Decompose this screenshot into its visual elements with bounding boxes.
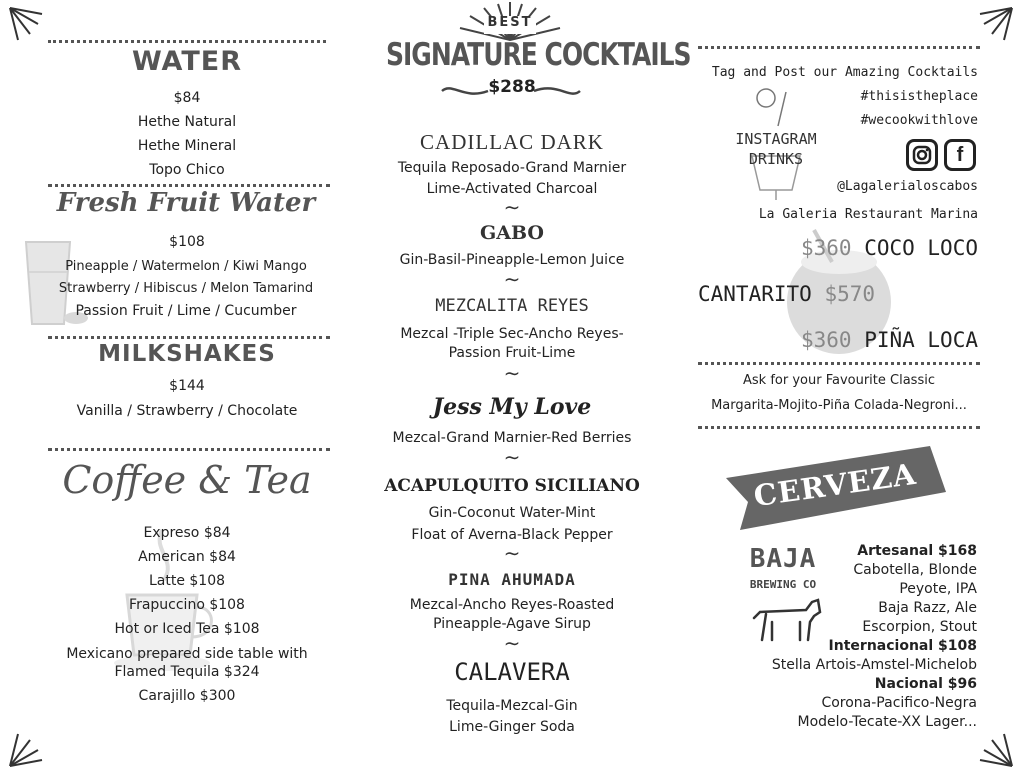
- pina-loca-name: PIÑA LOCA: [864, 328, 978, 352]
- brewery-logo-name: BAJA: [749, 544, 817, 574]
- cocktail-name: PINA AHUMADA: [448, 570, 576, 589]
- menu-item: Carajillo $300: [138, 688, 236, 704]
- coco-loco-line: [700, 236, 978, 260]
- cocktail-ingredients: Lime-Ginger Soda: [449, 719, 575, 735]
- cerveza-banner-title: CERVEZA: [751, 456, 919, 514]
- divider: [48, 184, 330, 187]
- instagram-handle[interactable]: @Lagalerialoscabos: [837, 179, 978, 194]
- cocktail-name: CALAVERA: [454, 658, 570, 686]
- best-label: BEST: [487, 15, 533, 30]
- milkshakes-price: $144: [169, 378, 205, 394]
- menu-item: Vanilla / Strawberry / Chocolate: [76, 403, 298, 419]
- hashtag: #thisistheplace: [860, 89, 978, 104]
- menu-item: Hot or Iced Tea $108: [114, 621, 260, 637]
- water-title: WATER: [131, 46, 243, 77]
- cocktail-ingredients: Mezcal-Grand Marnier-Red Berries: [392, 430, 632, 446]
- facebook-icon[interactable]: f: [944, 139, 976, 171]
- cocktail-ingredients: Mezcal -Triple Sec-Ancho Reyes-: [400, 326, 624, 342]
- menu-item: Flamed Tequila $324: [114, 664, 260, 680]
- beer-item: Baja Razz, Ale: [878, 600, 977, 616]
- pina-loca-line: [700, 328, 978, 352]
- beer-category: Internacional $108: [828, 638, 977, 654]
- squiggle-divider-icon: ∼: [503, 361, 521, 385]
- cocktail-ingredients: Gin-Basil-Pineapple-Lemon Juice: [399, 252, 625, 268]
- divider: [48, 336, 330, 339]
- divider: [48, 448, 330, 451]
- fresh-water-title: Fresh Fruit Water: [56, 188, 316, 218]
- beer-item: Modelo-Tecate-XX Lager...: [797, 714, 977, 730]
- cocktail-ingredients: Tequila Reposado-Grand Marnier: [397, 160, 627, 176]
- menu-item: Strawberry / Hibiscus / Melon Tamarind: [58, 281, 314, 296]
- cocktail-ingredients: Pineapple-Agave Sirup: [433, 616, 591, 632]
- cocktail-ingredients: Gin-Coconut Water-Mint: [428, 505, 596, 521]
- menu-item: Hethe Mineral: [137, 138, 237, 154]
- signature-price: $288: [488, 77, 536, 97]
- cantarito-line: [698, 282, 976, 306]
- menu-item: American $84: [138, 549, 236, 565]
- divider: [698, 426, 980, 429]
- signature-cocktails-title: SIGNATURE COCKTAILS: [386, 36, 691, 73]
- cocktail-name: ACAPULQUITO SICILIANO: [384, 476, 640, 496]
- cocktail-name: CADILLAC DARK: [420, 130, 604, 154]
- cocktail-name: Jess My Love: [432, 394, 592, 420]
- social-tagline: Tag and Post our Amazing Cocktails: [711, 65, 978, 80]
- beer-category: Artesanal $168: [857, 543, 977, 559]
- menu-item: Pineapple / Watermelon / Kiwi Mango: [65, 259, 307, 274]
- pina-loca-price: $360: [800, 328, 852, 352]
- classic-list: Margarita-Mojito-Piña Colada-Negroni...: [711, 398, 967, 413]
- water-price: $84: [173, 90, 201, 106]
- beer-item: Stella Artois-Amstel-Michelob: [771, 657, 977, 673]
- menu-item: Mexicano prepared side table with: [66, 646, 308, 662]
- instagram-logo-line: INSTAGRAM: [735, 130, 817, 148]
- classic-title: Ask for your Favourite Classic: [743, 373, 935, 388]
- beer-item: Escorpion, Stout: [862, 619, 977, 635]
- squiggle-divider-icon: ∼: [503, 267, 521, 291]
- cocktail-ingredients: Passion Fruit-Lime: [448, 345, 576, 361]
- cocktail-ingredients: Lime-Activated Charcoal: [426, 181, 598, 197]
- cocktail-ingredients: Mezcal-Ancho Reyes-Roasted: [409, 597, 615, 613]
- corner-ornament-bottom-left: [8, 732, 44, 768]
- beer-item: Cabotella, Blonde: [853, 562, 977, 578]
- beer-item: Peyote, IPA: [899, 581, 977, 597]
- menu-item: Passion Fruit / Lime / Cucumber: [75, 303, 297, 319]
- cantarito-price: $570: [824, 282, 876, 306]
- brewery-logo-subtitle: BREWING CO: [749, 578, 817, 591]
- hashtag: #wecookwithlove: [860, 113, 978, 128]
- squiggle-divider-icon: ∼: [503, 195, 521, 219]
- cocktail-ingredients: Float of Averna-Black Pepper: [411, 527, 613, 543]
- coffee-tea-title: Coffee & Tea: [62, 458, 312, 502]
- divider: [698, 362, 980, 365]
- squiggle-divider-icon: ∼: [503, 541, 521, 565]
- cocktail-ingredients: Tequila-Mezcal-Gin: [446, 698, 578, 714]
- fresh-water-price: $108: [169, 234, 205, 250]
- menu-item: Hethe Natural: [137, 114, 237, 130]
- menu-item: Expreso $84: [143, 525, 231, 541]
- divider: [48, 40, 326, 43]
- beer-item: Corona-Pacifico-Negra: [821, 695, 977, 711]
- menu-item: Topo Chico: [149, 162, 225, 178]
- restaurant-name: La Galeria Restaurant Marina: [758, 207, 978, 222]
- milkshakes-title: MILKSHAKES: [98, 341, 276, 367]
- instagram-icon[interactable]: [906, 139, 938, 171]
- cocktail-name: GABO: [480, 222, 544, 244]
- corner-ornament-top-right: [978, 6, 1014, 42]
- divider: [698, 46, 980, 49]
- instagram-logo-line: DRINKS: [748, 150, 804, 168]
- cantarito-name: CANTARITO: [698, 282, 812, 306]
- corner-ornament-top-left: [8, 6, 44, 42]
- menu-item: Frapuccino $108: [129, 597, 245, 613]
- squiggle-divider-icon: ∼: [503, 631, 521, 655]
- menu-item: Latte $108: [148, 573, 226, 589]
- coco-loco-price: $360: [800, 236, 852, 260]
- squiggle-divider-icon: ∼: [503, 445, 521, 469]
- cocktail-name: MEZCALITA REYES: [435, 296, 589, 316]
- corner-ornament-bottom-right: [978, 732, 1014, 768]
- beer-category: Nacional $96: [874, 676, 977, 692]
- coco-loco-name: COCO LOCO: [864, 236, 978, 260]
